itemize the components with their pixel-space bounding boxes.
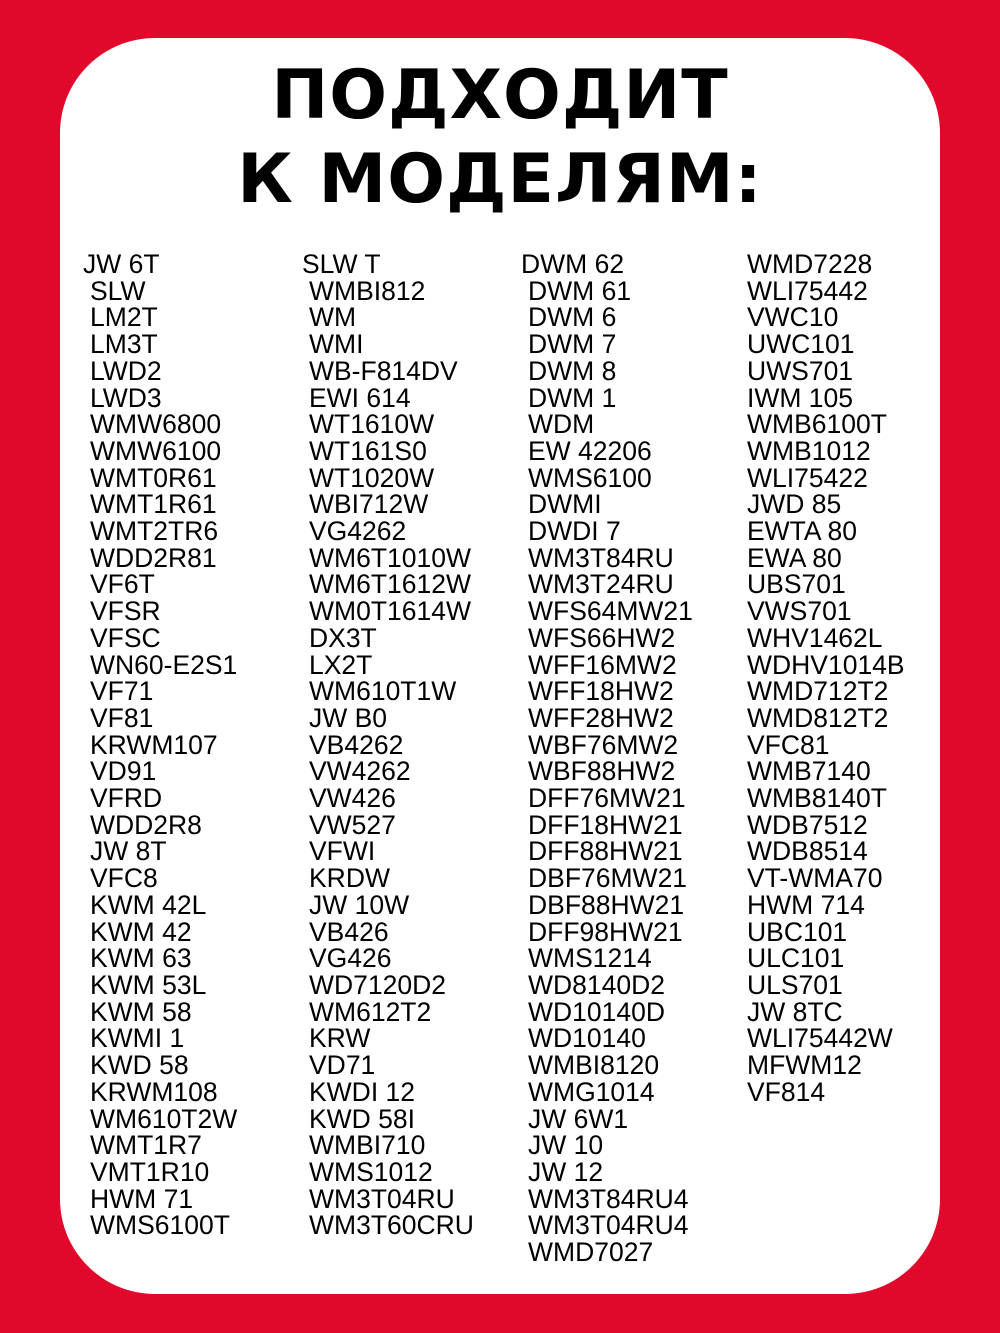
model-item: WDB8514	[747, 836, 868, 867]
model-item: WHV1462L	[747, 622, 883, 653]
model-item: WLI75442W	[747, 1023, 893, 1054]
model-column-4	[747, 251, 905, 1106]
model-item: VB4262	[309, 729, 404, 760]
model-item: WBF76MW2	[528, 729, 679, 760]
model-item: WMT0R61	[90, 462, 217, 493]
model-item: LWD3	[90, 382, 162, 413]
model-item: VF814	[747, 1076, 826, 1107]
model-item: KRWM108	[90, 1076, 218, 1107]
model-item: DWDI 7	[528, 516, 621, 547]
model-item: ULS701	[747, 969, 843, 1000]
model-item: EW 42206	[528, 435, 652, 466]
model-item: WT161S0	[309, 435, 427, 466]
model-item: WLI75422	[747, 462, 868, 493]
model-item: HWM 71	[90, 1183, 194, 1214]
model-item: WM0T1614W	[309, 596, 471, 627]
model-item: WM3T04RU	[309, 1183, 455, 1214]
model-item: EWA 80	[747, 542, 842, 573]
model-item: JW 8T	[90, 836, 167, 867]
model-item: WM612T2	[309, 996, 432, 1027]
model-item: WMW6800	[90, 409, 222, 440]
model-item: WLI75442	[747, 275, 868, 306]
model-item: VF81	[90, 702, 154, 733]
model-item: DWM 8	[528, 355, 617, 386]
model-item: WM3T84RU4	[528, 1183, 689, 1214]
model-item: WM3T60CRU	[309, 1210, 474, 1241]
model-item: VG4262	[309, 516, 407, 547]
model-item: WMB6100T	[747, 409, 887, 440]
model-item: VFWI	[309, 836, 376, 867]
model-item: WM610T2W	[90, 1103, 238, 1134]
model-item: JW B0	[309, 702, 388, 733]
model-item: WDHV1014B	[747, 649, 905, 680]
model-item: WMBI812	[309, 275, 426, 306]
model-item: DWMI	[528, 489, 602, 520]
model-item: VF71	[90, 676, 154, 707]
model-item: VD91	[90, 756, 157, 787]
model-item: WMB7140	[747, 756, 871, 787]
model-item: VWS701	[747, 596, 852, 627]
model-item: WM6T1010W	[309, 542, 471, 573]
model-item: WD7120D2	[309, 969, 446, 1000]
model-item: UBC101	[747, 916, 848, 947]
model-item: ULC101	[747, 943, 845, 974]
model-item: WMD712T2	[747, 676, 889, 707]
model-item: VW527	[309, 809, 396, 840]
model-item: DWM 7	[528, 329, 617, 360]
model-item: KRW	[309, 1023, 371, 1054]
model-item: KWM 42	[90, 916, 192, 947]
model-item: WT1020W	[309, 462, 435, 493]
model-item: WDD2R81	[90, 542, 217, 573]
model-item: UWS701	[747, 355, 854, 386]
model-item: WD10140	[528, 1023, 646, 1054]
model-item: LX2T	[309, 649, 373, 680]
model-item: WM	[309, 302, 357, 333]
model-list	[0, 251, 1000, 1271]
model-item: SLW	[90, 275, 146, 306]
model-item: WMS1012	[309, 1156, 433, 1187]
model-item: WM3T24RU	[528, 569, 674, 600]
model-item: MFWM12	[747, 1050, 862, 1081]
model-item: VT-WMA70	[747, 863, 883, 894]
model-item: KRWM107	[90, 729, 218, 760]
model-item: WDD2R8	[90, 809, 202, 840]
model-item: WBF88HW2	[528, 756, 676, 787]
model-item: KWMI 1	[90, 1023, 185, 1054]
model-item: WMBI710	[309, 1130, 426, 1161]
model-item: DWM 61	[528, 275, 632, 306]
model-item: VFRD	[90, 783, 163, 814]
model-item: KWD 58I	[309, 1103, 416, 1134]
model-item: WMS6100T	[90, 1210, 230, 1241]
model-item: DBF88HW21	[528, 889, 685, 920]
model-item: WN60-E2S1	[90, 649, 238, 680]
model-item: DWM 62	[521, 249, 625, 279]
model-item: VFSC	[90, 622, 161, 653]
model-item: WMT1R7	[90, 1130, 202, 1161]
model-item: WMB1012	[747, 435, 871, 466]
model-item: WMS6100	[528, 462, 652, 493]
model-item: WFS66HW2	[528, 622, 676, 653]
title-line-1: ПОДХОДИТ	[271, 56, 729, 135]
model-item: WMB8140T	[747, 783, 887, 814]
model-item: LM3T	[90, 329, 158, 360]
model-item: VW4262	[309, 756, 411, 787]
model-item: JW 6W1	[528, 1103, 629, 1134]
model-column-1	[83, 251, 237, 1239]
model-item: DBF76MW21	[528, 863, 688, 894]
model-item: EWTA 80	[747, 516, 857, 547]
model-item: WD8140D2	[528, 969, 665, 1000]
model-item: WMT1R61	[90, 489, 217, 520]
model-item: WMS1214	[528, 943, 652, 974]
model-item: WM3T84RU	[528, 542, 674, 573]
model-item: KWD 58	[90, 1050, 189, 1081]
model-item: WM6T1612W	[309, 569, 471, 600]
model-column-2	[302, 251, 474, 1239]
model-item: KWM 63	[90, 943, 192, 974]
model-item: LWD2	[90, 355, 162, 386]
model-item: LM2T	[90, 302, 158, 333]
model-item: DWM 1	[528, 382, 617, 413]
model-item: KWM 58	[90, 996, 192, 1027]
model-item: WB-F814DV	[309, 355, 458, 386]
model-column-3	[521, 251, 693, 1266]
model-item: WM610T1W	[309, 676, 457, 707]
model-item: WMG1014	[528, 1076, 655, 1107]
model-item: DWM 6	[528, 302, 617, 333]
model-item: VD71	[309, 1050, 376, 1081]
model-item: UWC101	[747, 329, 855, 360]
model-item: JW 6T	[83, 249, 160, 279]
model-item: WDM	[528, 409, 595, 440]
model-item: WBI712W	[309, 489, 429, 520]
model-item: VG426	[309, 943, 392, 974]
model-item: JW 8TC	[747, 996, 843, 1027]
model-item: JW 10	[528, 1130, 604, 1161]
model-item: KRDW	[309, 863, 390, 894]
model-item: WMBI8120	[528, 1050, 660, 1081]
model-item: WMD7027	[528, 1237, 654, 1268]
model-item: DFF98HW21	[528, 916, 683, 947]
model-item: VFC81	[747, 729, 830, 760]
model-item: JW 10W	[309, 889, 410, 920]
model-item: JW 12	[528, 1156, 604, 1187]
model-item: KWM 53L	[90, 969, 207, 1000]
model-item: DX3T	[309, 622, 377, 653]
model-item: WM3T04RU4	[528, 1210, 689, 1241]
model-item: WMW6100	[90, 435, 222, 466]
model-item: DFF88HW21	[528, 836, 683, 867]
model-item: VFC8	[90, 863, 158, 894]
model-item: WMT2TR6	[90, 516, 219, 547]
model-item: KWM 42L	[90, 889, 207, 920]
title-line-2: К МОДЕЛЯМ:	[237, 140, 763, 219]
model-item: VMT1R10	[90, 1156, 210, 1187]
model-item: VWC10	[747, 302, 839, 333]
model-item: KWDI 12	[309, 1076, 416, 1107]
model-item: WMD812T2	[747, 702, 889, 733]
model-item: JWD 85	[747, 489, 842, 520]
model-item: WDB7512	[747, 809, 868, 840]
model-item: SLW T	[302, 249, 381, 279]
model-item: WFF18HW2	[528, 676, 674, 707]
model-item: WD10140D	[528, 996, 665, 1027]
model-item: VB426	[309, 916, 389, 947]
model-item: HWM 714	[747, 889, 865, 920]
model-item: WMD7228	[747, 249, 873, 279]
model-item: WT1610W	[309, 409, 435, 440]
model-item: WFF28HW2	[528, 702, 674, 733]
model-item: EWI 614	[309, 382, 411, 413]
model-item: VFSR	[90, 596, 161, 627]
model-item: WFS64MW21	[528, 596, 693, 627]
model-item: WMI	[309, 329, 364, 360]
model-item: DFF76MW21	[528, 783, 686, 814]
model-item: DFF18HW21	[528, 809, 683, 840]
model-item: WFF16MW2	[528, 649, 677, 680]
model-item: IWM 105	[747, 382, 854, 413]
page-title	[0, 54, 1000, 222]
model-item: VF6T	[90, 569, 155, 600]
model-item: VW426	[309, 783, 396, 814]
model-item: UBS701	[747, 569, 846, 600]
